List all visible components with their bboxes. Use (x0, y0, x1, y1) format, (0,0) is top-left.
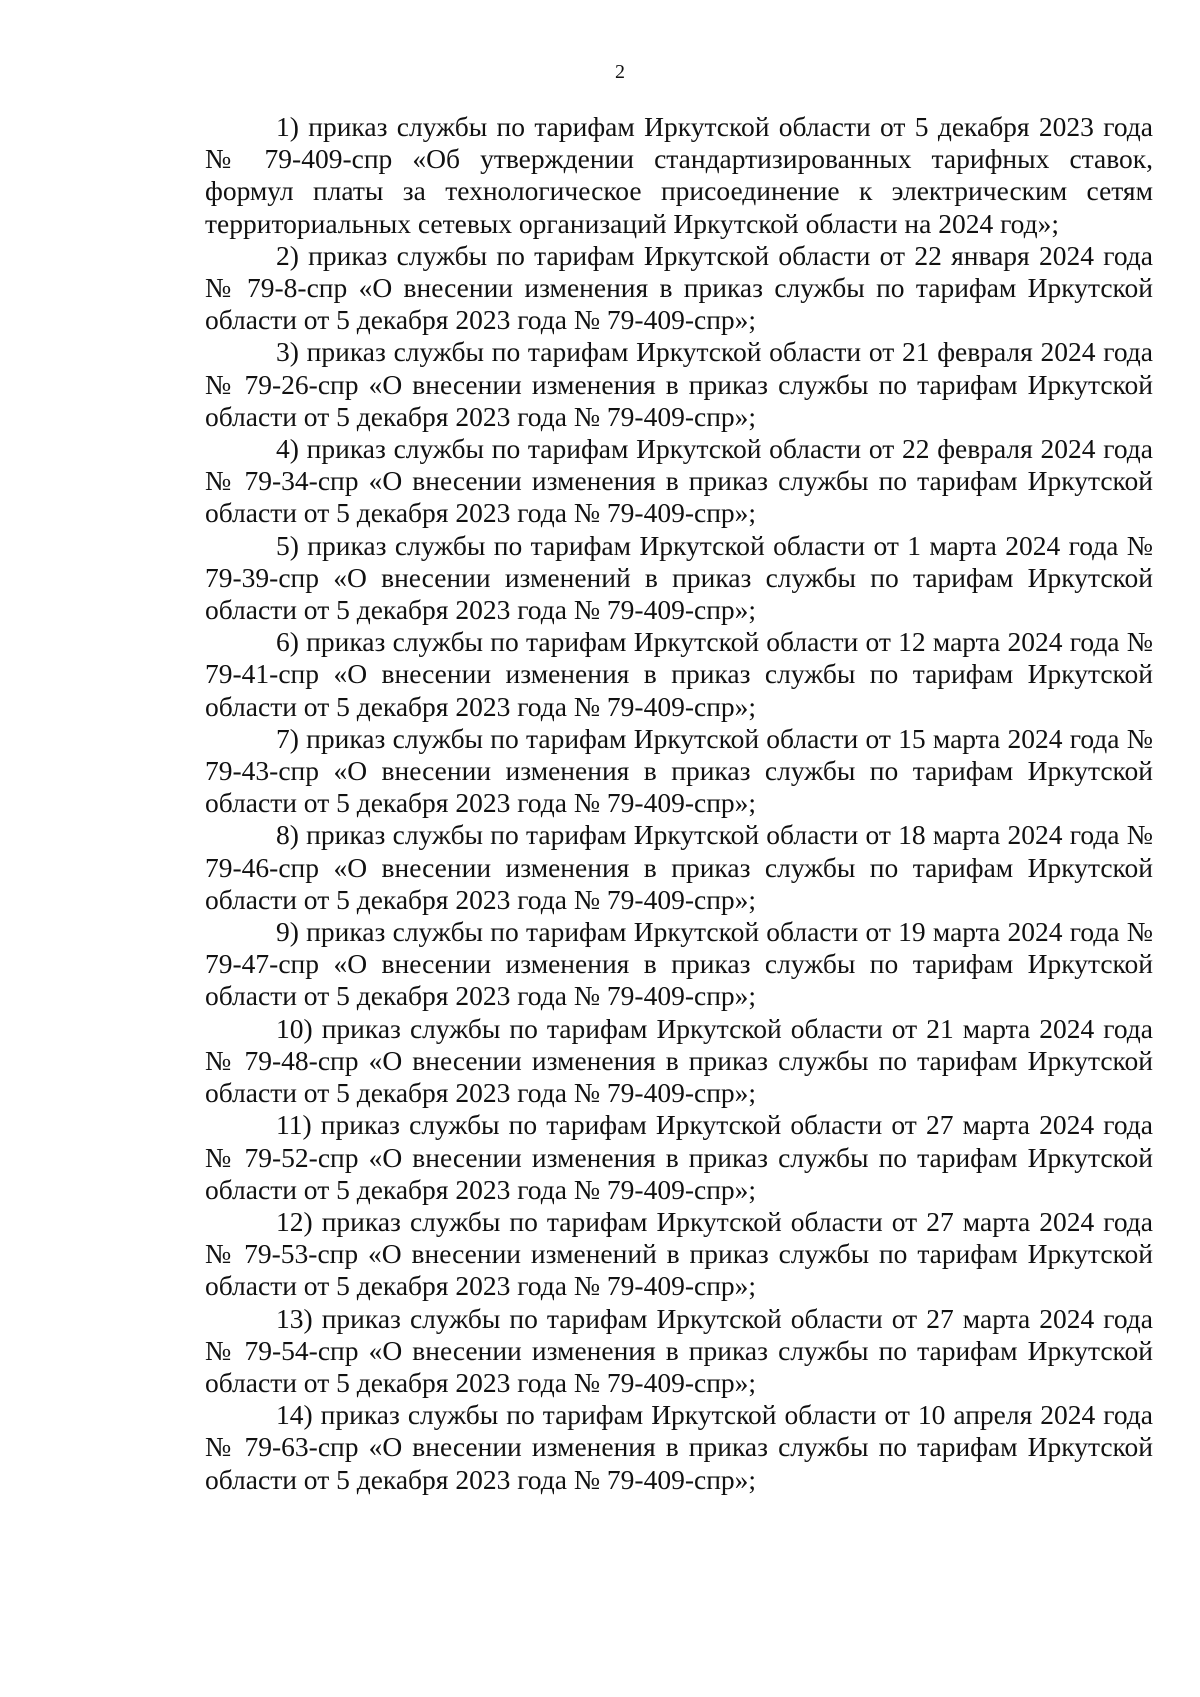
list-item: 5) приказ службы по тарифам Иркутской области от 1 марта 2024 года № 79-39-спр «О внесении изменений в приказ службы по тарифам Иркутской области от 5 декабря 2023 года № 79-409-спр»; (205, 529, 1153, 626)
list-item: 14) приказ службы по тарифам Иркутской области от 10 апреля 2024 года № 79-63-спр «О внесении изменения в приказ службы по тарифам Иркутской области от 5 декабря 2023 года № 79-409-спр»; (205, 1399, 1153, 1495)
list-item: 13) приказ службы по тарифам Иркутской области от 27 марта 2024 года № 79-54-спр «О внесении изменения в приказ службы по тарифам Иркутской области от 5 декабря 2023 года № 79-409-спр»; (205, 1302, 1153, 1398)
list-item: 11) приказ службы по тарифам Иркутской области от 27 марта 2024 года № 79-52-спр «О внесении изменения в приказ службы по тарифам Иркутской области от 5 декабря 2023 года № 79-409-спр»; (205, 1109, 1153, 1205)
page-number: 2 (615, 61, 625, 83)
list-item: 3) приказ службы по тарифам Иркутской области от 21 февраля 2024 года № 79-26-спр «О внесении изменения в приказ службы по тарифам Иркутской области от 5 декабря 2023 года № 79-409-спр»; (205, 336, 1153, 432)
list-item: 9) приказ службы по тарифам Иркутской области от 19 марта 2024 года № 79-47-спр «О внесении изменения в приказ службы по тарифам Иркутской области от 5 декабря 2023 года № 79-409-спр»; (205, 916, 1153, 1012)
order-list (205, 111, 1153, 1496)
list-item: 8) приказ службы по тарифам Иркутской области от 18 марта 2024 года № 79-46-спр «О внесении изменения в приказ службы по тарифам Иркутской области от 5 декабря 2023 года № 79-409-спр»; (205, 819, 1153, 915)
list-item: 7) приказ службы по тарифам Иркутской области от 15 марта 2024 года № 79-43-спр «О внесении изменения в приказ службы по тарифам Иркутской области от 5 декабря 2023 года № 79-409-спр»; (205, 722, 1153, 819)
list-item: 4) приказ службы по тарифам Иркутской области от 22 февраля 2024 года № 79-34-спр «О внесении изменения в приказ службы по тарифам Иркутской области от 5 декабря 2023 года № 79-409-спр»; (205, 433, 1153, 529)
list-item: 2) приказ службы по тарифам Иркутской области от 22 января 2024 года № 79-8-спр «О внесении изменения в приказ службы по тарифам Иркутской области от 5 декабря 2023 года № 79-409-спр»; (205, 239, 1153, 336)
list-item: 6) приказ службы по тарифам Иркутской области от 12 марта 2024 года № 79-41-спр «О внесении изменения в приказ службы по тарифам Иркутской области от 5 декабря 2023 года № 79-409-спр»; (205, 626, 1153, 722)
list-item: 1) приказ службы по тарифам Иркутской области от 5 декабря 2023 года № 79-409-спр «Об утверждении стандартизированных тарифных ставок, формул платы за технологическое присоединение к электрическим сетям территориальных сетевых организаций Иркутской области на 2024 год»; (205, 111, 1153, 239)
list-item: 10) приказ службы по тарифам Иркутской области от 21 марта 2024 года № 79-48-спр «О внесении изменения в приказ службы по тарифам Иркутской области от 5 декабря 2023 года № 79-409-спр»; (205, 1012, 1153, 1109)
list-item: 12) приказ службы по тарифам Иркутской области от 27 марта 2024 года № 79-53-спр «О внесении изменений в приказ службы по тарифам Иркутской области от 5 декабря 2023 года № 79-409-спр»; (205, 1205, 1153, 1302)
